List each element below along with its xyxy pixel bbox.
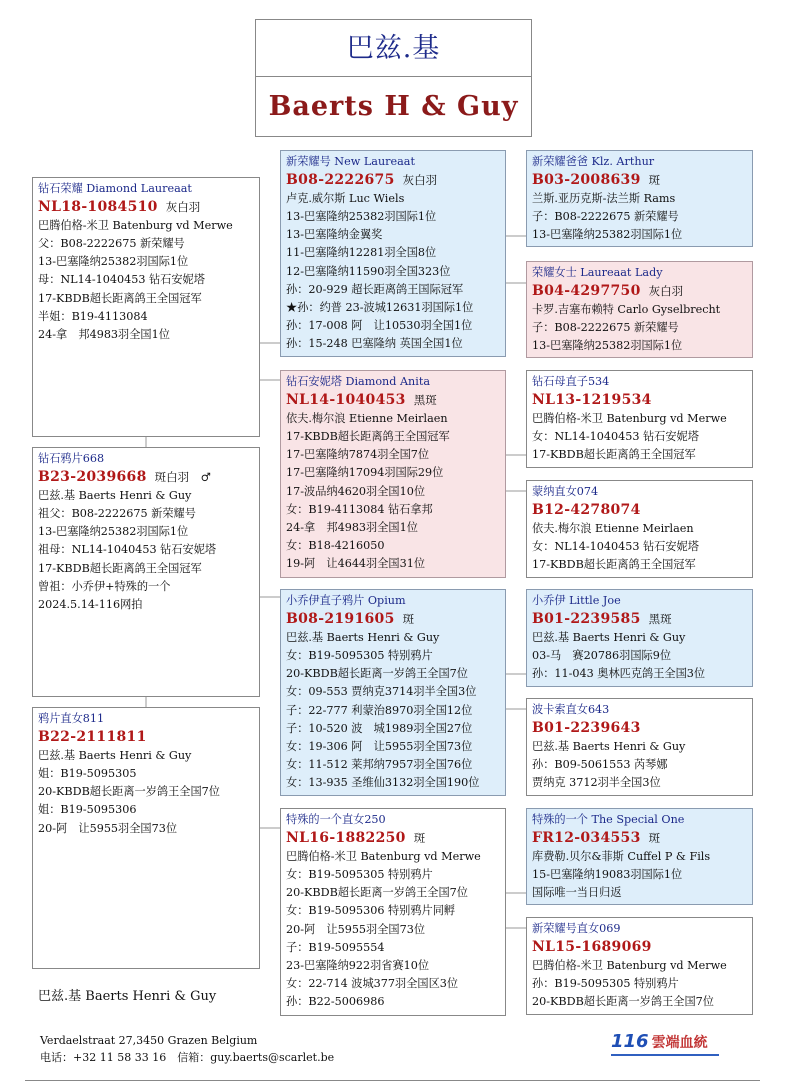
info-line: 20-阿 让5955羽全国73位 — [38, 821, 178, 835]
info-line: 15-巴塞隆纳19083羽国际1位 — [532, 868, 683, 882]
info-line: 父：B08-2222675 新荣耀号 — [38, 237, 185, 251]
info-line: 20-KBDB超长距离一岁鸽王全国7位 — [532, 995, 714, 1009]
info-line: 24-拿 邦4983羽全国1位 — [38, 327, 170, 341]
bird-color: 灰白羽 — [402, 173, 438, 188]
info-line: 贾纳克 3712羽半全国3位 — [532, 776, 661, 790]
info-line: 女：B19-4113084 钻石拿邦 — [286, 502, 433, 516]
card-sire-dam — [526, 261, 753, 358]
info-line: 半姐：B19-4113084 — [38, 309, 148, 323]
info-line: 12-巴塞隆纳11590羽全国323位 — [286, 264, 451, 278]
address-line: Verdaelstraat 27,3450 Grazen Belgium — [40, 1034, 258, 1047]
info-line: 祖母：NL14-1040453 钻石安妮塔 — [38, 543, 217, 557]
info-line: 女：B19-5095306 特别鸦片同孵 — [286, 904, 456, 918]
info-line: 孙：11-043 奥林匹克鸽王全国3位 — [532, 667, 706, 681]
info-line: 母：NL14-1040453 钻石安妮塔 — [38, 273, 205, 287]
card-opium-sire — [526, 589, 753, 687]
logo — [611, 1031, 708, 1052]
card-sibling-dam — [280, 808, 506, 1016]
info-line: 依夫.梅尔浪 Etienne Meirlaen — [286, 412, 448, 426]
card-special-sire — [526, 808, 753, 905]
bird-color: 斑 — [648, 831, 661, 846]
logo-underline — [611, 1054, 719, 1056]
info-line: 20-KBDB超长距离一岁鸽王全国7位 — [286, 886, 468, 900]
bird-color: 黑斑 — [648, 612, 672, 627]
info-line: 巴腾伯格-米卫 Batenburg vd Merwe — [532, 412, 727, 426]
card-subject — [32, 177, 260, 437]
info-line: 孙：17-008 阿 让10530羽全国1位 — [286, 318, 473, 332]
card-sire-sire — [526, 150, 753, 247]
bottom-divider — [25, 1080, 760, 1081]
info-line: 17-KBDB超长距离鸽王全国冠军 — [532, 558, 696, 572]
info-line: 卡罗.吉塞布赖特 Carlo Gyselbrecht — [532, 303, 721, 317]
bird-name: 新荣耀号直女069 — [532, 922, 621, 935]
info-line: 女：B18-4216050 — [286, 538, 385, 552]
info-line: 17-KBDB超长距离鸽王全国冠军 — [38, 291, 202, 305]
bird-color: 斑 — [402, 612, 415, 627]
info-line: 巴腾伯格-米卫 Batenburg vd Merwe — [532, 959, 727, 973]
info-line: 祖父：B08-2222675 新荣耀号 — [38, 507, 196, 521]
bird-color: 灰白羽 — [648, 284, 684, 299]
ring-number: NL13-1219534 — [532, 392, 652, 409]
title-chinese: 巴兹.基 — [256, 20, 531, 77]
title-english: Baerts H & Guy — [268, 91, 519, 122]
bird-color: 斑 — [413, 831, 426, 846]
card-dam-dam — [526, 480, 753, 578]
contact-line: 电话：+32 11 58 33 16 信箱：guy.baerts@scarlet.be — [40, 1051, 335, 1064]
info-line: 17-KBDB超长距离鸽王全国冠军 — [532, 448, 696, 462]
owner-name: 巴兹.基 Baerts Henri & Guy — [38, 989, 217, 1004]
info-line: 巴腾伯格-米卫 Batenburg vd Merwe — [38, 219, 233, 233]
bird-name: 波卡索直女643 — [532, 703, 610, 716]
info-line: 女：NL14-1040453 钻石安妮塔 — [532, 540, 699, 554]
info-line: 11-巴塞隆纳12281羽全国8位 — [286, 246, 437, 260]
bird-name: 钻石母直子534 — [532, 375, 610, 388]
info-line: 13-巴塞隆纳25382羽国际1位 — [532, 228, 683, 242]
info-line: 20-阿 让5955羽全国73位 — [286, 922, 426, 936]
info-line: 女：22-714 波城377羽全国区3位 — [286, 976, 459, 990]
info-line: 巴兹.基 Baerts Henri & Guy — [532, 740, 686, 754]
ring-number: B12-4278074 — [532, 502, 641, 519]
card-opium-dam — [526, 698, 753, 796]
info-line: 巴兹.基 Baerts Henri & Guy — [38, 749, 192, 763]
bird-name: 钻石荣耀 Diamond Laureaat — [38, 182, 192, 195]
bird-color: 灰白羽 — [165, 200, 201, 215]
bird-name: 小乔伊直子鸦片 Opium — [286, 594, 406, 607]
bird-color: 斑白羽 ♂ — [154, 470, 211, 485]
info-line: 依夫.梅尔浪 Etienne Meirlaen — [532, 522, 694, 536]
info-line: 女：11-512 莱邦纳7957羽全国76位 — [286, 757, 473, 771]
info-line: 24-拿 邦4983羽全国1位 — [286, 520, 418, 534]
bird-name: 蒙纳直女074 — [532, 485, 599, 498]
info-line: 13-巴塞隆纳25382羽国际1位 — [286, 210, 437, 224]
ring-number: B04-4297750 — [532, 283, 641, 300]
info-line: 女：09-553 贾纳克3714羽半全国3位 — [286, 685, 477, 699]
info-line: 20-KBDB超长距离一岁鸽王全国7位 — [286, 667, 468, 681]
info-line: 女：19-306 阿 让5955羽全国73位 — [286, 739, 473, 753]
info-line: 子：B08-2222675 新荣耀号 — [532, 210, 679, 224]
ring-number: B23-2039668 — [38, 469, 147, 486]
info-line: 孙：B09-5061553 芮琴娜 — [532, 758, 668, 772]
card-special-dam — [526, 917, 753, 1015]
info-line: 巴兹.基 Baerts Henri & Guy — [532, 631, 686, 645]
info-line: 姐：B19-5095306 — [38, 803, 137, 817]
ring-number: B03-2008639 — [532, 172, 641, 189]
info-line: 孙：20-929 超长距离鸽王国际冠军 — [286, 282, 464, 296]
bird-name: 小乔伊 Little Joe — [532, 594, 621, 607]
info-line: 2024.5.14-116网拍 — [38, 597, 143, 611]
info-line: 曾祖：小乔伊+特殊的一个 — [38, 579, 171, 593]
info-line: 17-KBDB超长距离鸽王全国冠军 — [38, 561, 202, 575]
info-line: 子：22-777 利蒙治8970羽全国12位 — [286, 703, 473, 717]
info-line: 13-巴塞隆纳25382羽国际1位 — [532, 339, 683, 353]
card-sibling-811 — [32, 707, 260, 969]
info-line: 国际唯一当日归返 — [532, 886, 622, 900]
info-line: 20-KBDB超长距离一岁鸽王全国7位 — [38, 785, 220, 799]
info-line: 17-巴塞隆纳7874羽全国7位 — [286, 448, 430, 462]
info-line: 13-巴塞隆纳金翼奖 — [286, 228, 383, 242]
info-line: 女：13-935 圣维仙3132羽全国190位 — [286, 775, 480, 789]
bird-name: 荣耀女士 Laureaat Lady — [532, 266, 663, 279]
bird-color: 斑 — [648, 173, 661, 188]
ring-number: NL15-1689069 — [532, 939, 652, 956]
bird-name: 钻石安妮塔 Diamond Anita — [286, 375, 431, 388]
card-dam — [280, 370, 506, 578]
bird-name: 鸦片直女811 — [38, 712, 105, 725]
bird-name: 钻石鸦片668 — [38, 452, 105, 465]
logo-number: 116 — [611, 1031, 649, 1052]
ring-number: B08-2222675 — [286, 172, 395, 189]
info-line: 女：B19-5095305 特别鸦片 — [286, 868, 433, 882]
info-line: 姐：B19-5095305 — [38, 767, 137, 781]
info-line: 17-波品纳4620羽全国10位 — [286, 484, 426, 498]
ring-number: NL14-1040453 — [286, 392, 406, 409]
card-sibling-sire — [280, 589, 506, 796]
info-line: 19-阿 让4644羽全国31位 — [286, 556, 426, 570]
info-line: 子：B19-5095554 — [286, 940, 385, 954]
info-line: 库费勒.贝尔&菲斯 Cuffel P & Fils — [532, 850, 711, 864]
info-line: 17-巴塞隆纳17094羽国际29位 — [286, 466, 444, 480]
card-sire — [280, 150, 506, 357]
contact-block — [40, 1032, 334, 1066]
info-line: 兰斯.亚历克斯-法兰斯 Rams — [532, 192, 676, 206]
ring-number: B01-2239585 — [532, 611, 641, 628]
info-line: 子：B08-2222675 新荣耀号 — [532, 321, 679, 335]
ring-number: NL18-1084510 — [38, 199, 158, 216]
info-line: 女：B19-5095305 特别鸦片 — [286, 649, 433, 663]
ring-number: B08-2191605 — [286, 611, 395, 628]
ring-number: B01-2239643 — [532, 720, 641, 737]
info-line: 13-巴塞隆纳25382羽国际1位 — [38, 525, 189, 539]
logo-text: 雲端血統 — [651, 1035, 708, 1051]
info-line: 孙：15-248 巴塞隆纳 英国全国1位 — [286, 336, 463, 350]
info-line: 17-KBDB超长距离鸽王全国冠军 — [286, 430, 450, 444]
info-line: 巴兹.基 Baerts Henri & Guy — [38, 489, 192, 503]
ring-number: NL16-1882250 — [286, 830, 406, 847]
info-line: 巴腾伯格-米卫 Batenburg vd Merwe — [286, 850, 481, 864]
info-line: 孙：B22-5006986 — [286, 994, 385, 1008]
info-line: 女：NL14-1040453 钻石安妮塔 — [532, 430, 699, 444]
ring-number: B22-2111811 — [38, 729, 147, 746]
bird-name: 新荣耀爸爸 Klz. Arthur — [532, 155, 655, 168]
info-line: 巴兹.基 Baerts Henri & Guy — [286, 631, 440, 645]
info-line: 13-巴塞隆纳25382羽国际1位 — [38, 255, 189, 269]
info-line: 23-巴塞隆纳922羽省赛10位 — [286, 958, 430, 972]
bird-name: 新荣耀号 New Laureaat — [286, 155, 415, 168]
ring-number: FR12-034553 — [532, 830, 641, 847]
card-sibling-668 — [32, 447, 260, 697]
info-line: 子：10-520 波 城1989羽全国27位 — [286, 721, 473, 735]
bird-name: 特殊的一个直女250 — [286, 813, 386, 826]
info-line: ★孙：约普 23-波城12631羽国际1位 — [286, 300, 474, 314]
info-line: 03-马 赛20786羽国际9位 — [532, 649, 672, 663]
card-dam-sire — [526, 370, 753, 468]
bird-color: 黑斑 — [413, 393, 437, 408]
info-line: 卢克.威尔斯 Luc Wiels — [286, 192, 405, 206]
info-line: 孙：B19-5095305 特别鸦片 — [532, 977, 679, 991]
bird-name: 特殊的一个 The Special One — [532, 813, 685, 826]
